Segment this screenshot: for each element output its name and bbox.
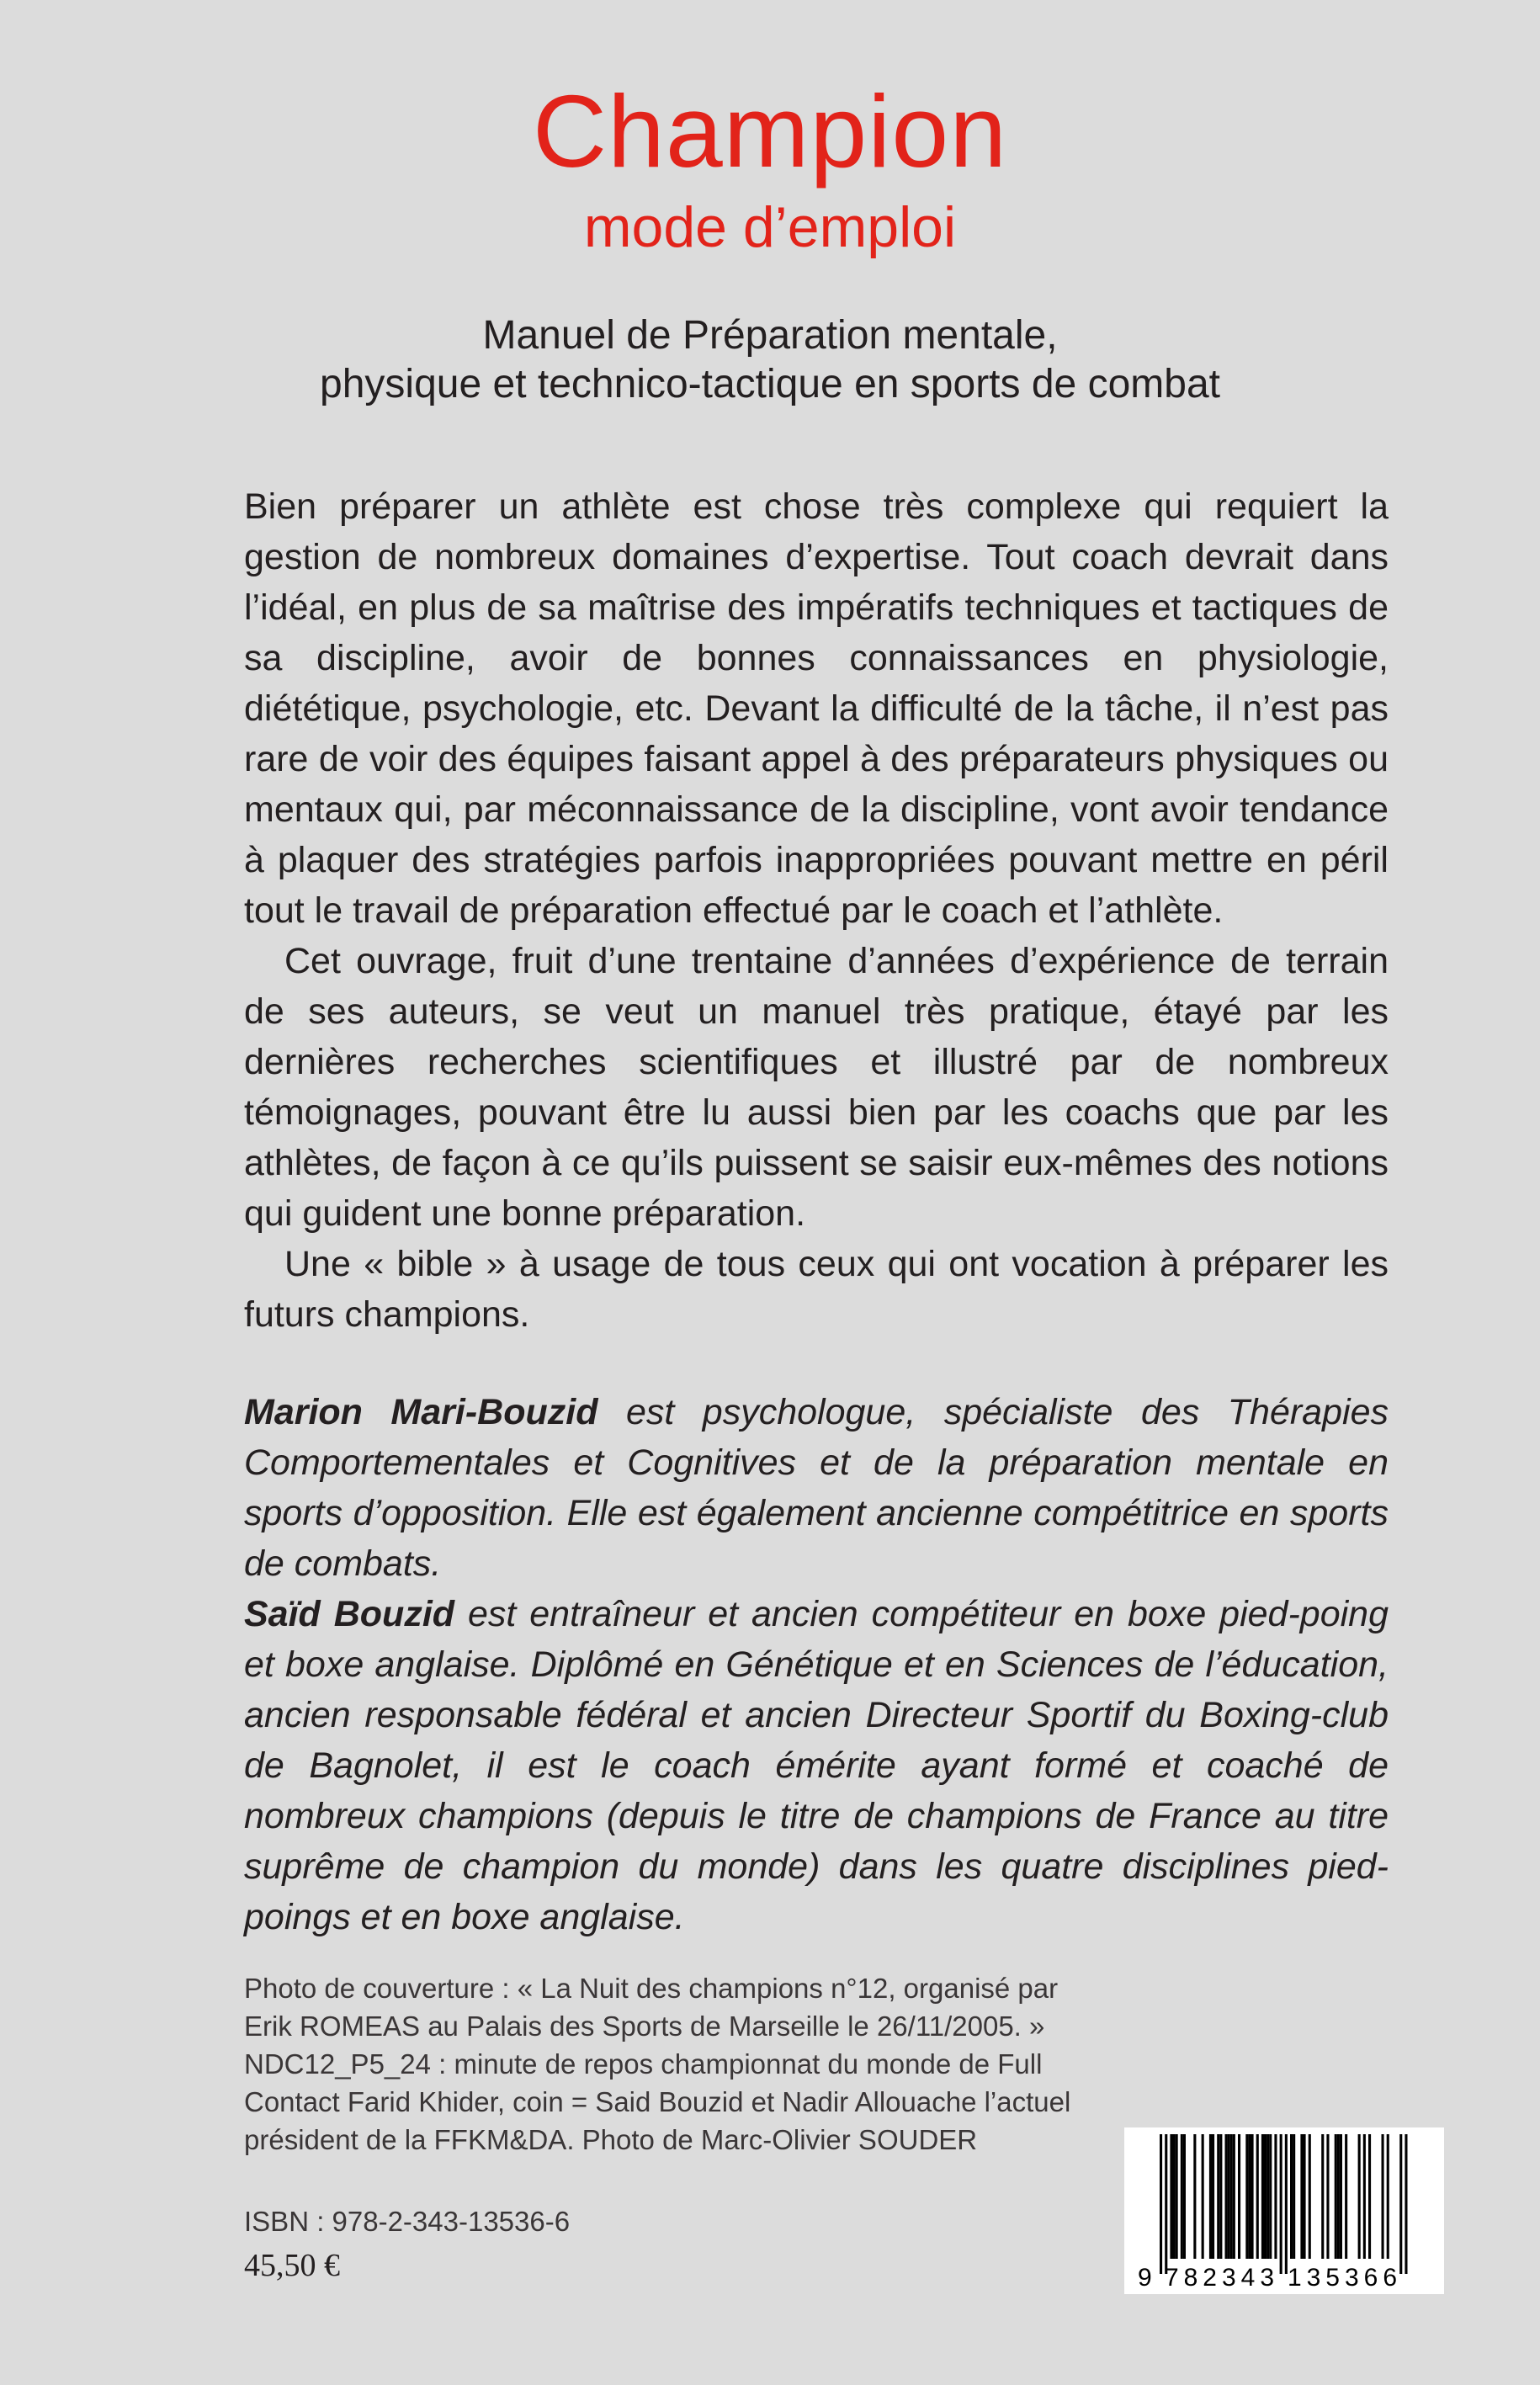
barcode-bar — [1233, 2134, 1235, 2259]
author-bio-text: est entraîneur et ancien compétiteur en boxe pied-poing et boxe anglaise. Diplômé en Génétique et en Sciences de l’éducation, ancien responsable fédéral et ancien Directeur Sportif du Boxing-club de Bagnolet, il est le coach émérite ayant formé et coaché de nombreux champions (depuis le titre de champions de France au titre suprême de champion du monde) dans les quatre disciplines pied-poings et en boxe anglaise. — [244, 1594, 1389, 1937]
barcode-bar — [1382, 2134, 1384, 2259]
photo-credits — [244, 1969, 1119, 2159]
author-name: Marion Mari-Bouzid — [244, 1392, 598, 1432]
credit-line: président de la FFKM&DA. Photo de Marc-Olivier SOUDER — [244, 2124, 978, 2155]
barcode-bar — [1261, 2134, 1264, 2259]
barcode-bar — [1248, 2134, 1251, 2259]
author-bio — [244, 1589, 1389, 1942]
barcode-bar — [1321, 2134, 1324, 2259]
barcode-bar — [1326, 2134, 1329, 2259]
barcode-bar — [1183, 2134, 1186, 2259]
credit-line: Contact Farid Khider, coin = Said Bouzid et Nadir Allouache l’actuel — [244, 2086, 1071, 2117]
description-paragraph: Cet ouvrage, fruit d’une trentaine d’années d’expérience de terrain de ses auteurs, se veut un manuel très pratique, étayé par les dernières recherches scientifiques et illustré par de nombreux témoignages, pouvant être lu aussi bien par les coachs que par les athlètes, de façon à ce qu’ils puissent se saisir eux-mêmes des notions qui guident une bonne préparation. — [244, 941, 1389, 1234]
barcode-bar — [1251, 2134, 1254, 2259]
credit-line: Photo de couverture : « La Nuit des champions n°12, organisé par — [244, 1973, 1059, 2004]
barcode-graphic — [1124, 2127, 1444, 2294]
barcode-bar — [1368, 2134, 1371, 2259]
barcode-bar — [1290, 2134, 1293, 2259]
barcode-bar — [1217, 2134, 1219, 2259]
barcode-bar — [1225, 2134, 1228, 2259]
barcode-first-digit: 9 — [1138, 2264, 1152, 2292]
barcode-bar — [1280, 2134, 1282, 2274]
barcode-bar — [1300, 2134, 1303, 2259]
description-paragraph: Une « bible » à usage de tous ceux qui ont vocation à préparer les futurs champions. — [244, 1244, 1389, 1335]
book-title: Champion — [532, 74, 1008, 189]
barcode-bar — [1202, 2134, 1204, 2259]
barcode-bar — [1209, 2134, 1212, 2259]
barcode-bar — [1264, 2134, 1267, 2259]
barcode-bar — [1340, 2134, 1342, 2259]
barcode-bar — [1212, 2134, 1214, 2259]
barcode-bar — [1285, 2134, 1288, 2274]
credit-line: NDC12_P5_24 : minute de repos championnat du monde de Full — [244, 2048, 1043, 2080]
barcode-right-digits: 135366 — [1287, 2264, 1403, 2292]
barcode-bar — [1256, 2134, 1259, 2259]
description-text — [244, 481, 1389, 1340]
barcode-bar — [1337, 2134, 1340, 2259]
barcode-bar — [1245, 2134, 1248, 2259]
barcode-bar — [1358, 2134, 1361, 2259]
barcode-bar — [1399, 2134, 1402, 2274]
barcode-left-digits: 782343 — [1164, 2264, 1280, 2292]
barcode-bar — [1405, 2134, 1407, 2274]
barcode-bar — [1193, 2134, 1196, 2259]
manual-line: Manuel de Préparation mentale, — [482, 313, 1058, 358]
barcode-bar — [1238, 2134, 1240, 2259]
barcode-bar — [1173, 2134, 1176, 2259]
description-paragraph: Bien préparer un athlète est chose très complexe qui requiert la gestion de nombreux domaines d’expertise. Tout coach devrait dans l’idéal, en plus de sa maîtrise des impératifs techniques et tactiques de sa discipline, avoir de bonnes connaissances en physiologie, diététique, psychologie, etc. Devant la difficulté de la tâche, il n’est pas rare de voir des équipes faisant appel à des préparateurs physiques ou mentaux qui, par méconnaissance de la discipline, vont avoir tendance à plaquer des stratégies parfois inappropriées pouvant mettre en péril tout le travail de préparation effectué par le coach et l’athlète. — [244, 486, 1389, 931]
barcode-bar — [1387, 2134, 1389, 2259]
barcode-bar — [1176, 2134, 1178, 2259]
author-bio-text: est psychologue, spécialiste des Thérapies Comportementales et Cognitives et de la préparation mentale en sports d’opposition. Elle est également ancienne compétitrice en sports de combats. — [244, 1392, 1389, 1584]
isbn: ISBN : 978-2-343-13536-6 — [244, 2206, 571, 2237]
manual-line: physique et technico-tactique en sports de combat — [320, 362, 1220, 406]
barcode-bar — [1293, 2134, 1295, 2259]
author-name: Saïd Bouzid — [244, 1594, 455, 1634]
barcode-bar — [1267, 2134, 1269, 2259]
barcode-bar — [1160, 2134, 1162, 2274]
barcode-bar — [1363, 2134, 1366, 2259]
barcode-bar — [1345, 2134, 1347, 2259]
author-bio — [244, 1387, 1389, 1589]
barcode-bar — [1181, 2134, 1183, 2259]
manual-heading — [0, 311, 1540, 409]
credit-line: Erik ROMEAS au Palais des Sports de Marseille le 26/11/2005. » — [244, 2011, 1045, 2042]
barcode-bar — [1269, 2134, 1272, 2259]
barcode-bar — [1165, 2134, 1167, 2274]
barcode-bar — [1304, 2134, 1306, 2259]
price: 45,50 € — [244, 2248, 340, 2283]
barcode-bar — [1274, 2134, 1277, 2259]
barcode — [1124, 2127, 1444, 2294]
barcode-bar — [1170, 2134, 1172, 2259]
barcode-bar — [1335, 2134, 1337, 2259]
barcode-bar — [1230, 2134, 1233, 2259]
book-subtitle: mode d’emploi — [583, 195, 957, 259]
barcode-bar — [1219, 2134, 1222, 2259]
barcode-bar — [1228, 2134, 1230, 2259]
barcode-bar — [1309, 2134, 1311, 2259]
